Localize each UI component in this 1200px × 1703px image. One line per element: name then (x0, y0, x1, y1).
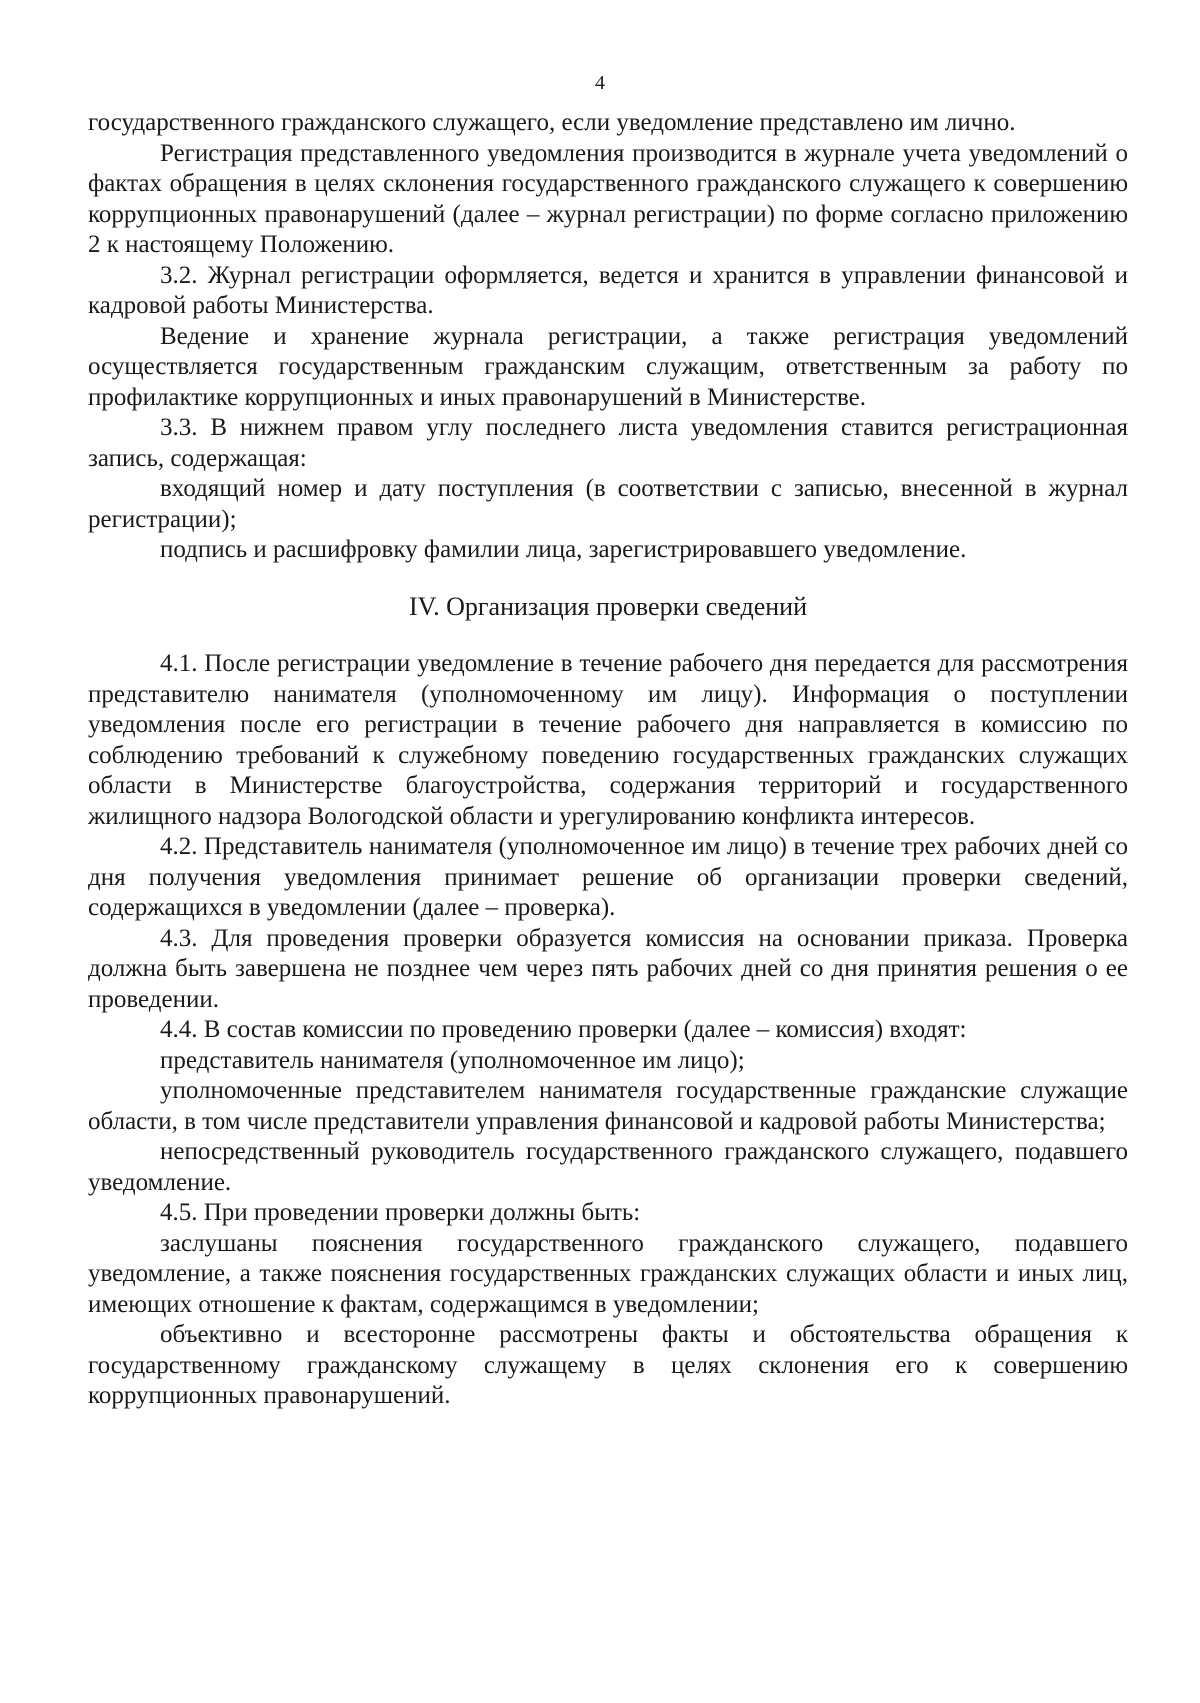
paragraph: 3.3. В нижнем правом углу последнего листа уведомления ставится регистрационная запись, содержащая: (88, 414, 1128, 472)
paragraph: 4.1. После регистрации уведомление в течение рабочего дня передается для рассмотрения представителю нанимателя (уполномоченному им лицу). Информация о поступлении уведомления после его регистрации в течение рабочего дня направляется в комиссию по соблюдению требований к служебному поведению государственных гражданских служащих области в Министерстве благоустройства, содержания территорий и государственного жилищного надзора Вологодской области и урегулированию конфликта интересов. (88, 650, 1128, 830)
paragraph: 4.3. Для проведения проверки образуется комиссия на основании приказа. Проверка должна быть завершена не позднее чем через пять рабочих дней со дня принятия решения о ее проведении. (88, 924, 1128, 1013)
paragraph: уполномоченные представителем нанимателя государственные гражданские служащие области, в том числе представители управления финансовой и кадровой работы Министерства; (88, 1077, 1128, 1135)
section-heading: IV. Организация проверки сведений (409, 591, 807, 621)
paragraph: подпись и расшифровку фамилии лица, зарегистрировавшего уведомление. (160, 536, 967, 563)
paragraph: Регистрация представленного уведомления производится в журнале учета уведомлений о фактах обращения в целях склонения государственного гражданского служащего к совершению коррупционных правонарушений (далее – журнал регистрации) по форме согласно приложению 2 к настоящему Положению. (88, 139, 1128, 258)
section-iii-continuation (88, 108, 1128, 566)
document-body (88, 108, 1128, 1412)
paragraph: входящий номер и дату поступления (в соответствии с записью, внесенной в журнал регистрации); (88, 475, 1128, 533)
paragraph: 4.2. Представитель нанимателя (уполномоченное им лицо) в течение трех рабочих дней со дня получения уведомления принимает решение об организации проверки сведений, содержащихся в уведомлении (далее – проверка). (88, 833, 1128, 921)
paragraph: непосредственный руководитель государственного гражданского служащего, подавшего уведомление. (88, 1138, 1128, 1196)
paragraph: заслушаны пояснения государственного гражданского служащего, подавшего уведомление, а также пояснения государственных гражданских служащих области и иных лиц, имеющих отношение к фактам, содержащимся в уведомлении; (88, 1229, 1128, 1318)
paragraph: представитель нанимателя (уполномоченное им лицо); (160, 1046, 745, 1074)
paragraph: объективно и всесторонне рассмотрены факты и обстоятельства обращения к государственному гражданскому служащему в целях склонения его к совершению коррупционных правонарушений. (88, 1321, 1128, 1409)
paragraph: 3.2. Журнал регистрации оформляется, ведется и хранится в управлении финансовой и кадровой работы Министерства. (88, 261, 1128, 319)
page-number: 4 (595, 72, 605, 94)
section-iv-body (88, 649, 1128, 1412)
paragraph: государственного гражданского служащего, если уведомление представлено им лично. (88, 109, 1016, 136)
paragraph: 4.4. В состав комиссии по проведению проверки (далее – комиссия) входят: (160, 1016, 967, 1043)
paragraph: 4.5. При проведении проверки должны быть: (160, 1199, 641, 1226)
paragraph: Ведение и хранение журнала регистрации, а также регистрация уведомлений осуществляется государственным гражданским служащим, ответственным за работу по профилактике коррупционных и иных правонарушений в Министерстве. (88, 322, 1128, 411)
